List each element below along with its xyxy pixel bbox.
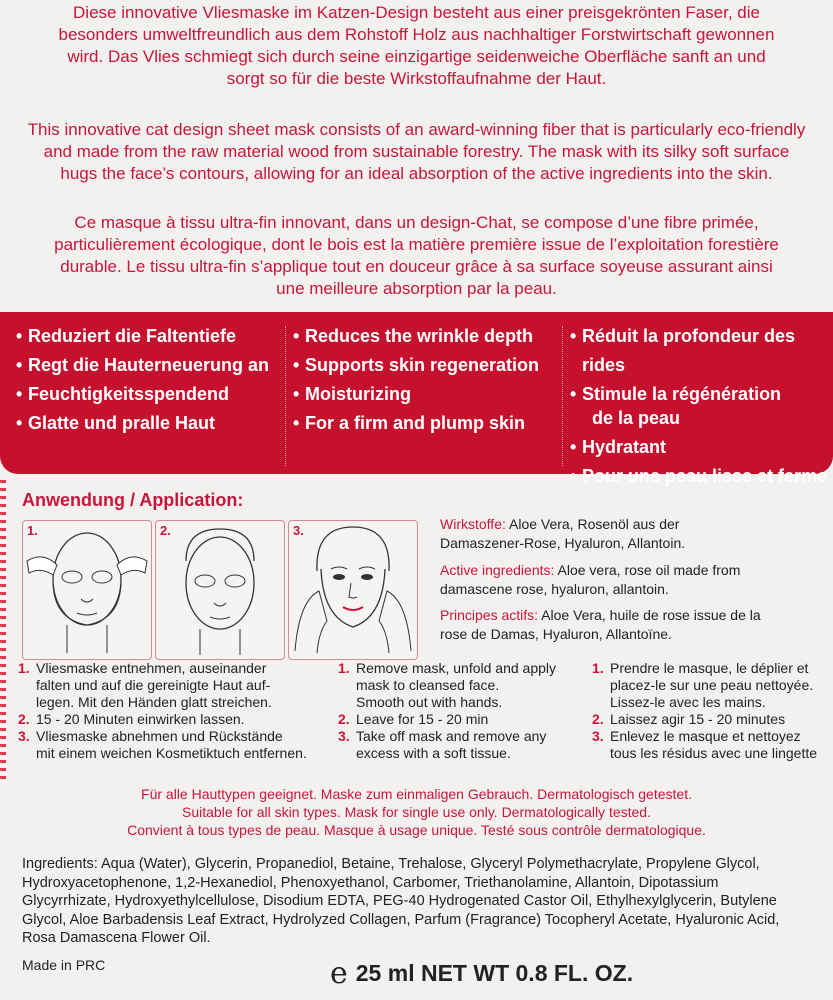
instruction-line: Remove mask, unfold and apply — [356, 660, 556, 676]
benefit-item: • Hydratant — [570, 433, 833, 462]
step-2-illustration — [155, 520, 285, 660]
instruction-step — [338, 728, 590, 762]
intro-german — [0, 2, 833, 90]
actives-english: Active ingredients: Aloe vera, rose oil made from damascene rose, hyaluron, allantoin. — [440, 562, 741, 597]
instructions-german — [18, 660, 338, 762]
edge-perforation — [0, 480, 6, 780]
benefit-item: • Pour une peau lisse et ferme — [570, 462, 833, 491]
actives-french: Principes actifs: Aloe Vera, huile de rose issue de la rose de Damas, Hyaluron, Allantoïne. — [440, 607, 761, 642]
usage-notes: Für alle Hauttypen geeignet. Maske zum einmaligen Gebrauch. Dermatologisch getestet. Suitable for all skin types. Mask for single use only. Dermatologically tested. Convient à tous types de peau. Masque à usage unique. Testé sous contrôle dermatologique. — [127, 786, 706, 838]
step-number: 3. — [338, 728, 350, 744]
step-number: 3. — [18, 728, 30, 744]
benefit-item: de la peau — [592, 408, 681, 428]
benefit-item: • Moisturizing — [293, 380, 561, 409]
instruction-line: legen. Mit den Händen glatt streichen. — [36, 694, 272, 710]
instruction-step — [18, 711, 338, 728]
benefit-item: • For a firm and plump skin — [293, 409, 561, 438]
instruction-line: Lissez-le avec les mains. — [610, 694, 766, 710]
intro-line: wird. Das Vlies schmiegt sich durch seine einzigartige seidenweiche Oberfläche sanft an und — [67, 47, 766, 66]
benefit-item: • Reduziert die Faltentiefe — [16, 322, 281, 351]
instruction-line: Vliesmaske abnehmen und Rückstände — [36, 728, 283, 744]
step-number: 1. — [27, 523, 38, 538]
benefit-item: • Réduit la profondeur des rides — [570, 322, 833, 380]
instruction-step — [338, 711, 590, 728]
instruction-line: tous les résidus avec une lingette — [610, 745, 818, 761]
benefit-item: • Reduces the wrinkle depth — [293, 322, 561, 351]
benefits-band — [0, 312, 833, 486]
intro-line: This innovative cat design sheet mask consists of an award-winning fiber that is particularly eco-friendly — [27, 120, 806, 139]
step-number: 3. — [592, 728, 604, 744]
instruction-line: falten und auf die gereinigte Haut auf- — [36, 677, 271, 693]
instruction-line: Vliesmaske entnehmen, auseinander — [36, 660, 267, 676]
face-hands-icon — [289, 521, 417, 659]
intro-line: particulièrement écologique, dont le bois est la matière première issue de l’exploitation forestière — [54, 235, 779, 254]
intro-line: Diese innovative Vliesmaske im Katzen-Design besteht aus einer preisgekrönten Faser, die — [73, 3, 760, 22]
step-number: 2. — [338, 711, 350, 727]
instruction-line: Laissez agir 15 - 20 minutes — [610, 711, 786, 727]
benefits-french — [570, 322, 833, 491]
instruction-step — [592, 728, 833, 762]
actives-german: Wirkstoffe: Aloe Vera, Rosenöl aus der Damaszener-Rose, Hyaluron, Allantoin. — [440, 516, 686, 551]
divider — [562, 326, 563, 466]
intro-line: Ce masque à tissu ultra-fin innovant, dans un design-Chat, se compose d’une fibre primée, — [74, 213, 759, 232]
step-1-illustration — [22, 520, 152, 660]
instruction-step — [18, 660, 338, 711]
benefits-english — [293, 322, 561, 438]
intro-line: sorgt so für die beste Wirkstoffaufnahme der Haut. — [226, 69, 607, 88]
intro-english — [0, 119, 833, 185]
intro-line: hugs the face’s contours, allowing for an ideal absorption of the active ingredients into the skin. — [60, 164, 773, 183]
step-number: 1. — [18, 660, 30, 676]
instruction-line: Take off mask and remove any — [356, 728, 547, 744]
instruction-line: Leave for 15 - 20 min — [356, 711, 489, 727]
instruction-line: excess with a soft tissue. — [356, 745, 511, 761]
instruction-line: Enlevez le masque et nettoyez — [610, 728, 801, 744]
step-number: 2. — [592, 711, 604, 727]
instruction-line: Prendre le masque, le déplier et — [610, 660, 809, 676]
instruction-step — [18, 728, 338, 762]
benefit-item: • Feuchtigkeitsspendend — [16, 380, 281, 409]
benefits-german — [16, 322, 281, 438]
intro-line: une meilleure absorption par la peau. — [276, 279, 557, 298]
step-number: 1. — [338, 660, 350, 676]
benefit-item: • Stimule la régénération — [570, 380, 833, 409]
estimated-sign-icon: e — [330, 956, 348, 991]
intro-line: besonders umweltfreundlich aus dem Rohstoff Holz aus nachhaltiger Forstwirtschaft gewonnen — [58, 25, 775, 44]
divider — [285, 326, 286, 466]
made-in: Made in PRC — [22, 957, 106, 973]
face-mask-icon — [156, 521, 284, 659]
application-title: Anwendung / Application: — [22, 490, 244, 510]
net-weight: 25 ml NET WT 0.8 FL. OZ. — [355, 960, 634, 986]
step-number: 3. — [293, 523, 304, 538]
step-3-illustration — [288, 520, 418, 660]
instruction-step — [592, 660, 833, 711]
instruction-step — [338, 660, 590, 711]
benefit-item: • Glatte und pralle Haut — [16, 409, 281, 438]
benefit-item: • Regt die Hauterneuerung an — [16, 351, 281, 380]
instructions-english — [338, 660, 590, 762]
instruction-step — [592, 711, 833, 728]
instruction-line: mask to cleansed face. — [356, 677, 500, 693]
benefit-item: • Supports skin regeneration — [293, 351, 561, 380]
intro-line: and made from the raw material wood from sustainable forestry. The mask with its silky soft surface — [43, 142, 790, 161]
instruction-line: mit einem weichen Kosmetiktuch entfernen. — [36, 745, 307, 761]
net-quantity — [330, 956, 633, 991]
instruction-line: 15 - 20 Minuten einwirken lassen. — [36, 711, 245, 727]
instruction-line: placez-le sur une peau nettoyée. — [610, 677, 814, 693]
face-mask-hands-icon — [23, 521, 151, 659]
step-number: 1. — [592, 660, 604, 676]
instructions-french — [592, 660, 833, 762]
step-number: 2. — [160, 523, 171, 538]
step-number: 2. — [18, 711, 30, 727]
instruction-line: Smooth out with hands. — [356, 694, 503, 710]
ingredients-list: Ingredients: Aqua (Water), Glycerin, Propanediol, Betaine, Trehalose, Glyceryl Polymethacrylate, Propylene Glycol, Hydroxyacetophenone, 1,2-Hexanediol, Phenoxyethanol, Carbomer, Triethanolamine, Allantoin, Dipotassium Glycyrrhizate, Hydroxyethylcellulose, Disodium EDTA, PEG-40 Hydrogenated Castor Oil, Ethylhexylglycerin, Butylene Glycol, Aloe Barbadensis Leaf Extract, Hydrolyzed Collagen, Parfum (Fragrance) Tocopheryl Acetate, Hyaluronic Acid, Rosa Damascena Flower Oil. — [22, 856, 780, 946]
intro-line: durable. Le tissu ultra-fin s’applique tout en douceur grâce à sa surface soyeuse assurant ainsi — [60, 257, 773, 276]
intro-french — [0, 212, 833, 300]
